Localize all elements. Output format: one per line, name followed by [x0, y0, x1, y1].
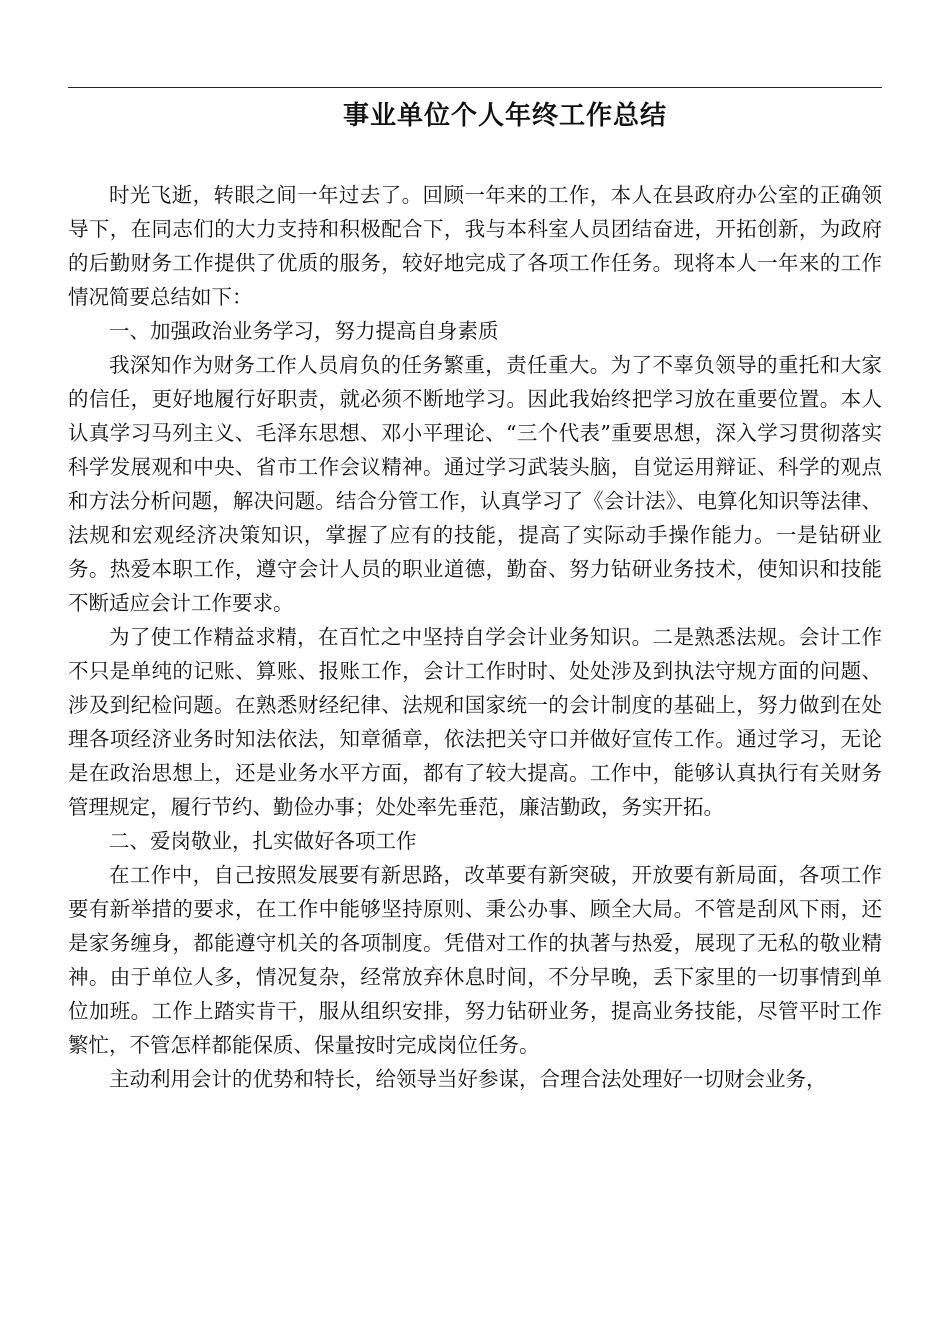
header-rule — [68, 87, 882, 88]
paragraph-study: 我深知作为财务工作人员肩负的任务繁重，责任重大。为了不辜负领导的重托和大家的信任，更好地履行好职责，就必须不断地学习。因此我始终把学习放在重要位置。本人认真学习马列主义、毛泽东思想、邓小平理论、“三个代表”重要思想，深入学习贯彻落实科学发展观和中央、省市工作会议精神。通过学习武装头脑，自觉运用辩证、科学的观点和方法分析问题，解决问题。结合分管工作，认真学习了《会计法》、电算化知识等法律、法规和宏观经济决策知识，掌握了应有的技能，提高了实际动手操作能力。一是钻研业务。热爱本职工作，遵守会计人员的职业道德，勤奋、努力钻研业务技术，使知识和技能不断适应会计工作要求。 — [68, 353, 882, 615]
document-title: 事业单位个人年终工作总结 — [342, 101, 667, 131]
section-heading-1: 一、加强政治业务学习，努力提高自身素质 — [109, 319, 499, 343]
paragraph-regulations: 为了使工作精益求精，在百忙之中坚持自学会计业务知识。二是熟悉法规。会计工作不只是单纯的记账、算账、报账工作，会计工作时时、处处涉及到执法守规方面的问题、涉及到纪检问题。在熟悉财经纪律、法规和国家统一的会计制度的基础上，努力做到在处理各项经济业务时知法依法，知章循章，依法把关守口并做好宣传工作。通过学习，无论是在政治思想上，还是业务水平方面，都有了较大提高。工作中，能够认真执行有关财务管理规定，履行节约、勤俭办事；处处率先垂范，廉洁勤政，务实开拓。 — [68, 625, 882, 819]
paragraph-intro: 时光飞逝，转眼之间一年过去了。回顾一年来的工作，本人在县政府办公室的正确领导下，在同志们的大力支持和积极配合下，我与本科室人员团结奋进，开拓创新，为政府的后勤财务工作提供了优质的服务，较好地完成了各项工作任务。现将本人一年来的工作情况简要总结如下： — [68, 183, 882, 309]
paragraph-dedication: 在工作中，自己按照发展要有新思路，改革要有新突破，开放要有新局面，各项工作要有新举措的要求，在工作中能够坚持原则、秉公办事、顾全大局。不管是刮风下雨，还是家务缠身，都能遵守机关的各项制度。凭借对工作的执著与热爱，展现了无私的敬业精神。由于单位人多，情况复杂，经常放弃休息时间，不分早晚，丢下家里的一切事情到单位加班。工作上踏实肯干，服从组织安排，努力钻研业务，提高业务技能，尽管平时工作繁忙，不管怎样都能保质、保量按时完成岗位任务。 — [68, 863, 882, 1057]
paragraph-advisory: 主动利用会计的优势和特长，给领导当好参谋，合理合法处理好一切财会业务， — [109, 1067, 827, 1091]
document-body — [68, 178, 882, 1096]
section-heading-2: 二、爱岗敬业，扎实做好各项工作 — [109, 829, 417, 853]
